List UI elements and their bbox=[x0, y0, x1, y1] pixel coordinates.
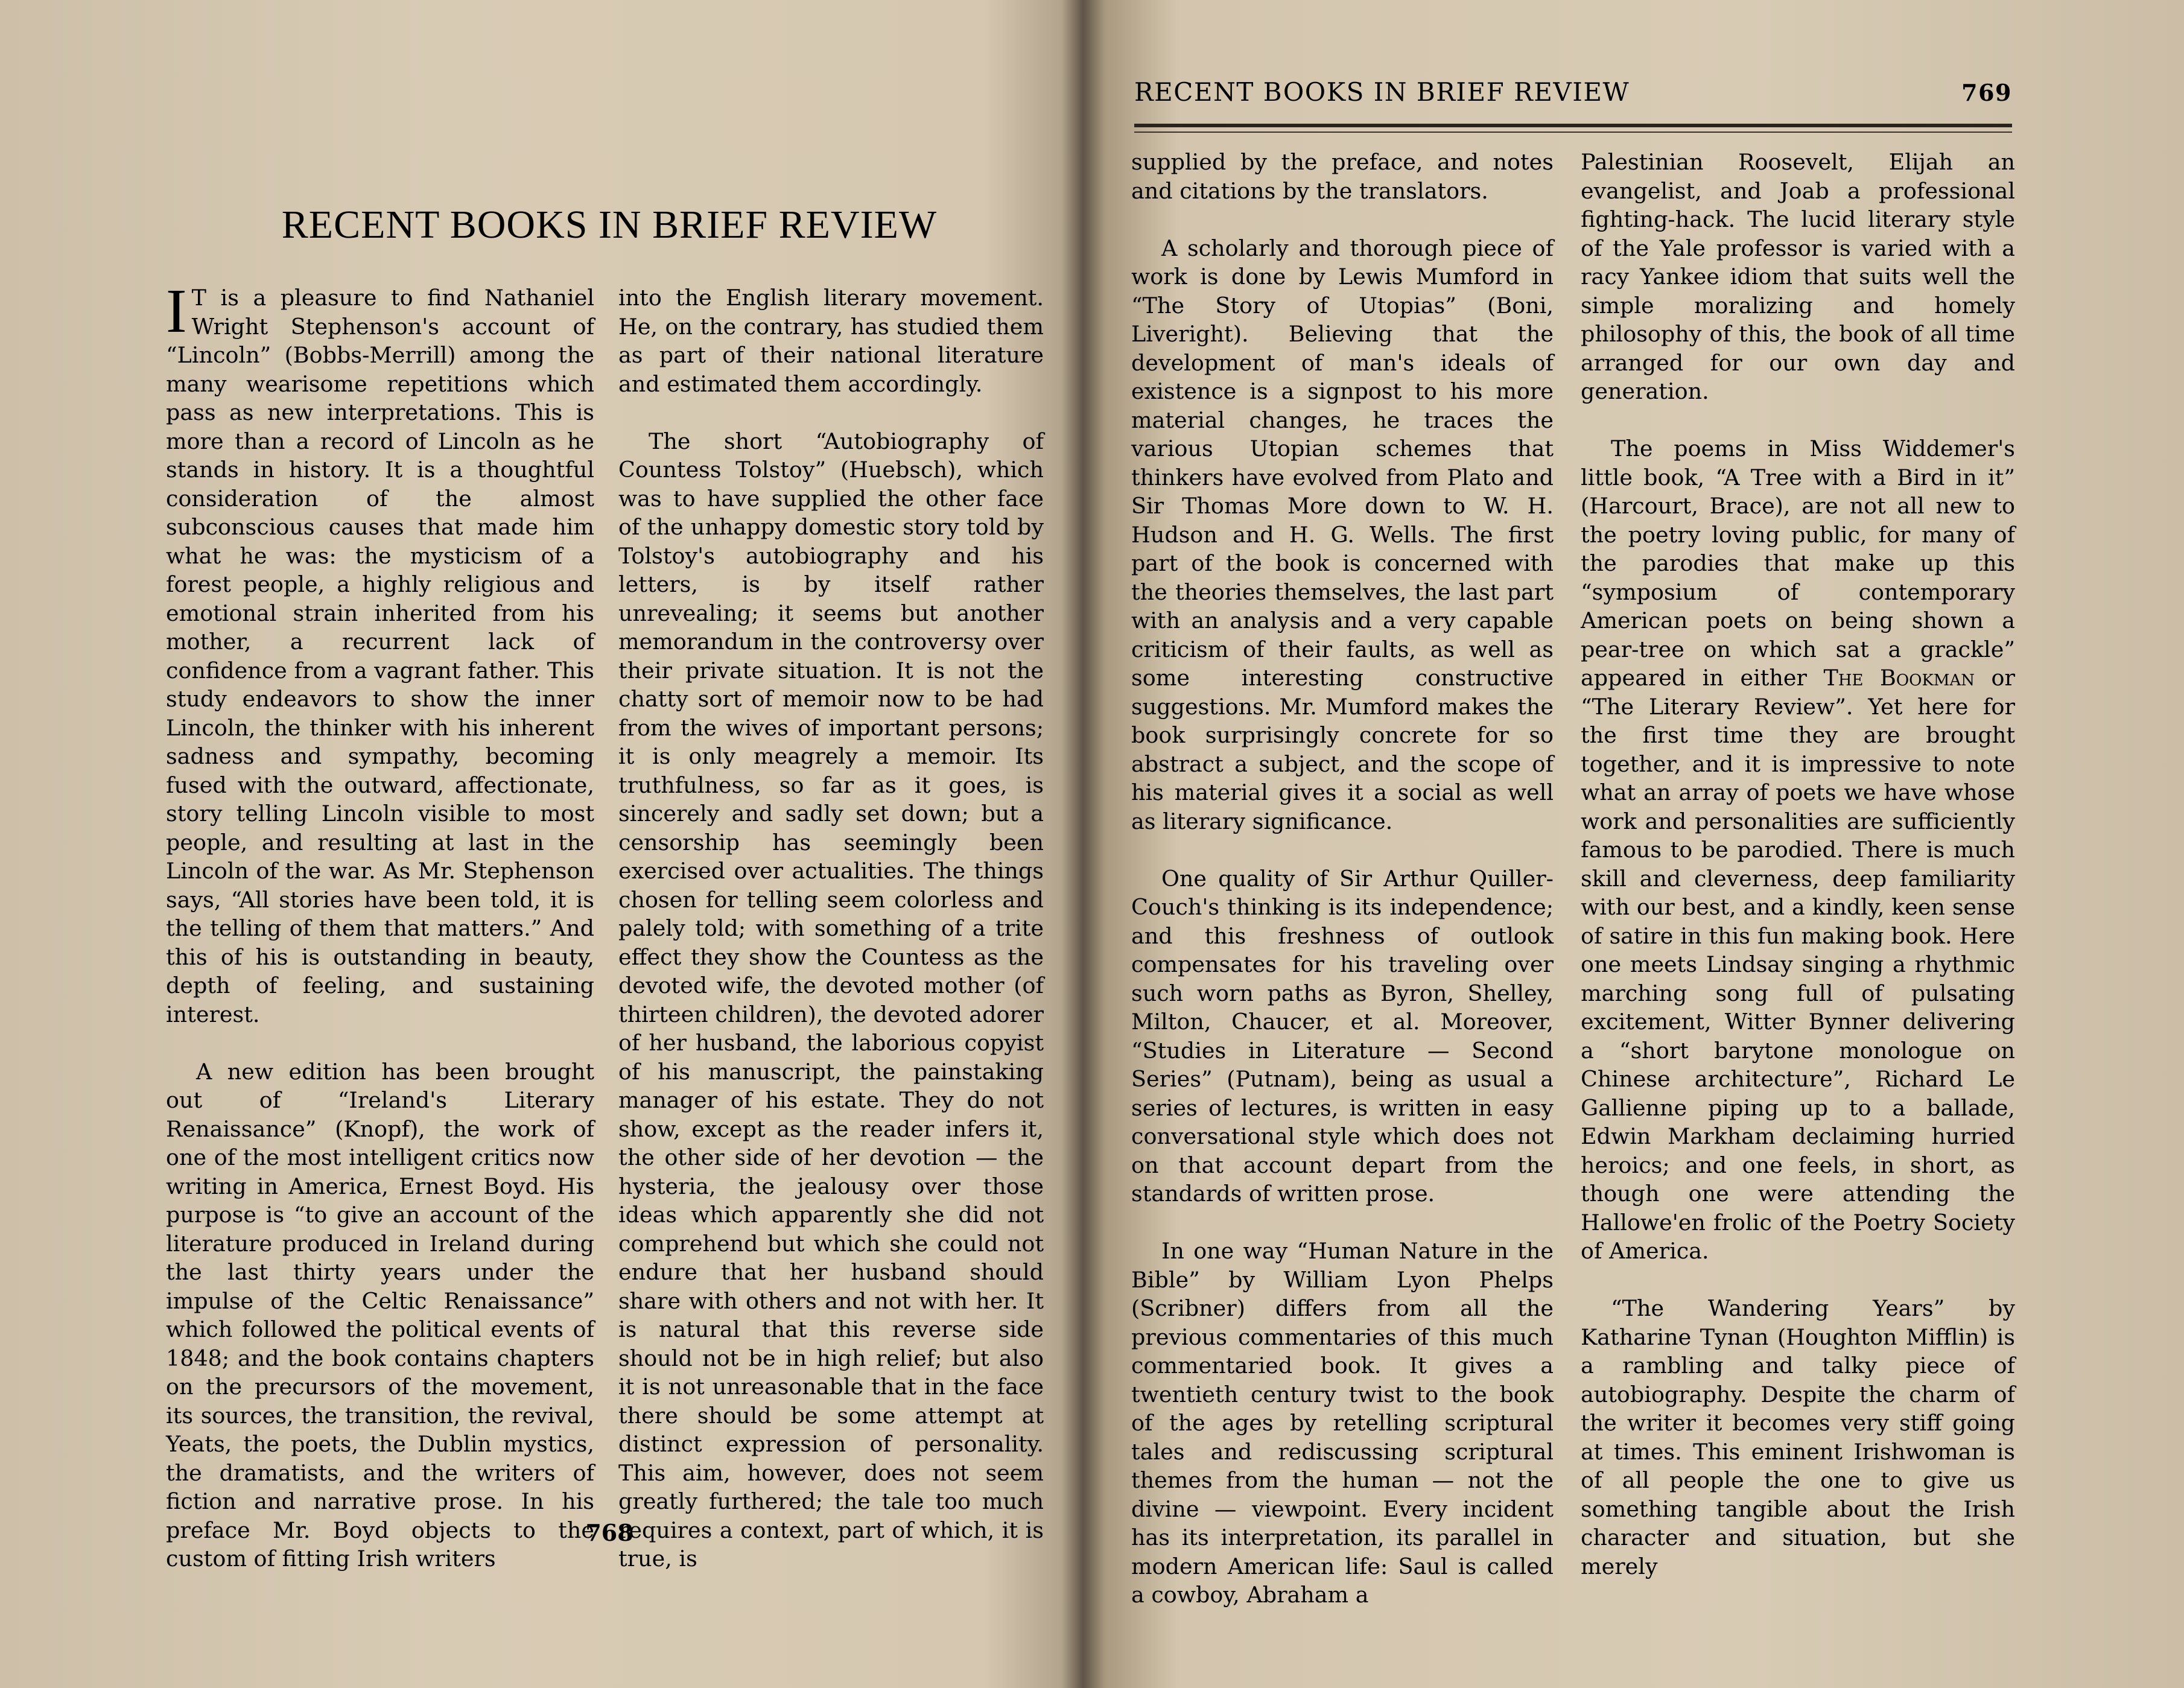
paragraph: A scholarly and thorough piece of work is done by Lewis Mumford in “The Story of Utopias” (Boni, Liveright). Believing that the development of man's ideals of existence is a signpost to his more material changes, he traces the various Utopian schemes that thinkers have evolved from Plato and Sir Thomas More down to W. H. Hudson and H. G. Wells. The first part of the book is concerned with the theories themselves, the last part with an analysis and a very capable criticism of their faults, as well as some interesting constructive suggestions. Mr. Mumford makes the book surprisingly concrete for so abstract a subject, and the scope of his material gives it a social as well as literary significance. bbox=[1131, 235, 1554, 834]
paragraph: supplied by the preface, and notes and citations by the translators. bbox=[1131, 149, 1554, 204]
paragraph: Palestinian Roosevelt, Elijah an evangelist, and Joab a professional fighting-hack. The lucid literary style of the Yale professor is varied with a racy Yankee idiom that suits well the simple moralizing and homely philosophy of this, the book of all time arranged for our own day and generation. bbox=[1581, 149, 2015, 404]
drop-cap: I bbox=[166, 276, 187, 346]
column-1 bbox=[166, 276, 594, 1573]
magazine-name: The Bookman bbox=[1823, 665, 1975, 691]
article-title: RECENT BOOKS IN BRIEF REVIEW bbox=[281, 203, 938, 247]
paragraph: The short “Autobiography of Countess Tolstoy” (Huebsch), which was to have supplied the other face of the unhappy domestic story told by Tolstoy's autobiography and his letters, is by itself rather unrevealing; it seems but another memorandum in the controversy over their private situation. It is not the chatty sort of memoir now to be had from the wives of important persons; it is only meagrely a memoir. Its truthfulness, so far as it goes, is sincerely and sadly set down; but a censorship has seemingly been exercised over actualities. The things chosen for telling seem colorless and palely told; with something of a trite effect they show the Countess as the devoted wife, the devoted mother (of thirteen children), the devoted adorer of her husband, the laborious copyist of his manuscript, the painstaking manager of his estate. They do not show, except as the reader infers it, the other side of her devotion — the hysteria, the jealousy over those ideas which apparently she did not comprehend but which she could not endure that her husband should share with others and not with her. It is natural that this reverse side should not be in high relief; but also it is not unreasonable that in the face there should be some attempt at distinct expression of personality. This aim, however, does not seem greatly furthered; the tale too much requires a context, part of which, it is true, is bbox=[618, 428, 1044, 1572]
paragraph: A new edition has been brought out of “Ireland's Literary Renaissance” (Knopf), the work of one of the most intelligent critics now writing in America, Ernest Boyd. His purpose is “to give an account of the literature produced in Ireland during the last thirty years under the impulse of the Celtic Renaissance” which followed the political events of 1848; and the book contains chapters on the precursors of the movement, its sources, the transition, the revival, Yeats, the poets, the Dublin mystics, the dramatists, and the writers of fiction and narrative prose. In his preface Mr. Boyd objects to the custom of fitting Irish writers bbox=[166, 1058, 594, 1572]
page-number-right: 769 bbox=[1961, 79, 2012, 106]
paragraph bbox=[1581, 434, 2015, 1266]
paragraph: “The Wandering Years” by Katharine Tynan (Houghton Mifflin) is a rambling and talky piece of autobiography. Despite the charm of the writer it becomes very stiff going at times. This eminent Irishwoman is of all people the one to give us something tangible about the Irish character and situation, but she merely bbox=[1581, 1295, 2015, 1579]
header-rule-thin bbox=[1134, 132, 2012, 133]
page-number-left: 768 bbox=[585, 1519, 633, 1546]
column-4 bbox=[1581, 148, 2015, 1581]
header-rule bbox=[1134, 124, 2012, 127]
running-head bbox=[1134, 77, 2012, 107]
running-head-title: RECENT BOOKS IN BRIEF REVIEW bbox=[1134, 77, 1630, 107]
paragraph: into the English literary movement. He, on the contrary, has studied them as part of their national literature and estimated them accordingly. bbox=[618, 285, 1044, 397]
paragraph-text: T is a pleasure to find Nathaniel Wright Stephenson's account of “Lincoln” (Bobbs-Merrill) among the many wearisome repetitions which pass as new interpretations. This is more than a record of Lincoln as he stands in history. It is a thoughtful consideration of the almost subconscious causes that made him what he was: the mysticism of a forest people, a highly religious and emotional strain inherited from his mother, a recurrent lack of confidence from a vagrant father. This study endeavors to show the inner Lincoln, the thinker with his inherent sadness and sympathy, becoming fused with the outward, affectionate, story telling Lincoln visible to most people, and resulting at last in the Lincoln of the war. As Mr. Stephenson says, “All stories have been told, it is the telling of them that matters.” And this of his is outstanding in beauty, depth of feeling, and sustaining interest. bbox=[166, 285, 594, 1027]
column-2 bbox=[618, 284, 1044, 1573]
paragraph bbox=[166, 276, 594, 1029]
column-3 bbox=[1131, 148, 1554, 1610]
paragraph: In one way “Human Nature in the Bible” by William Lyon Phelps (Scribner) differs from all the previous commentaries of this much commentaried book. It gives a twentieth century twist to the book of the ages by retelling scriptural tales and rediscussing scriptural themes from the human — not the divine — viewpoint. Every incident has its interpretation, its parallel in modern American life: Saul is called a cowboy, Abraham a bbox=[1131, 1238, 1554, 1608]
paragraph: One quality of Sir Arthur Quiller-Couch's thinking is its independence; and this freshness of outlook compensates for his traveling over such worn paths as Byron, Shelley, Milton, Chaucer, et al. Moreover, “Studies in Literature — Second Series” (Putnam), being as usual a series of lectures, is written in easy conversational style which does not on that account depart from the standards of written prose. bbox=[1131, 865, 1554, 1207]
paragraph-text: or “The Literary Review”. Yet here for the first time they are brought together, and it is impressive to note what an array of poets we have whose work and personalities are sufficiently famous to be parodied. There is much skill and cleverness, deep familiarity with our best, and a kindly, keen sense of satire in this fun making book. Here one meets Lindsay singing a rhythmic marching song full of pulsating excitement, Witter Bynner delivering a “short barytone monologue on Chinese architecture”, Richard Le Gallienne piping up to a ballade, Edwin Markham declaiming hurried heroics; and one feels, in short, as though one were attending the Hallowe'en frolic of the Poetry Society of America. bbox=[1581, 665, 2015, 1264]
paragraph-text: The poems in Miss Widdemer's little book, “A Tree with a Bird in it” (Harcourt, Brace), are not all new to the poetry loving public, for many of the parodies that make up this “symposium of contemporary American poets on being shown a pear-tree on which sat a grackle” appeared in either bbox=[1581, 436, 2015, 691]
